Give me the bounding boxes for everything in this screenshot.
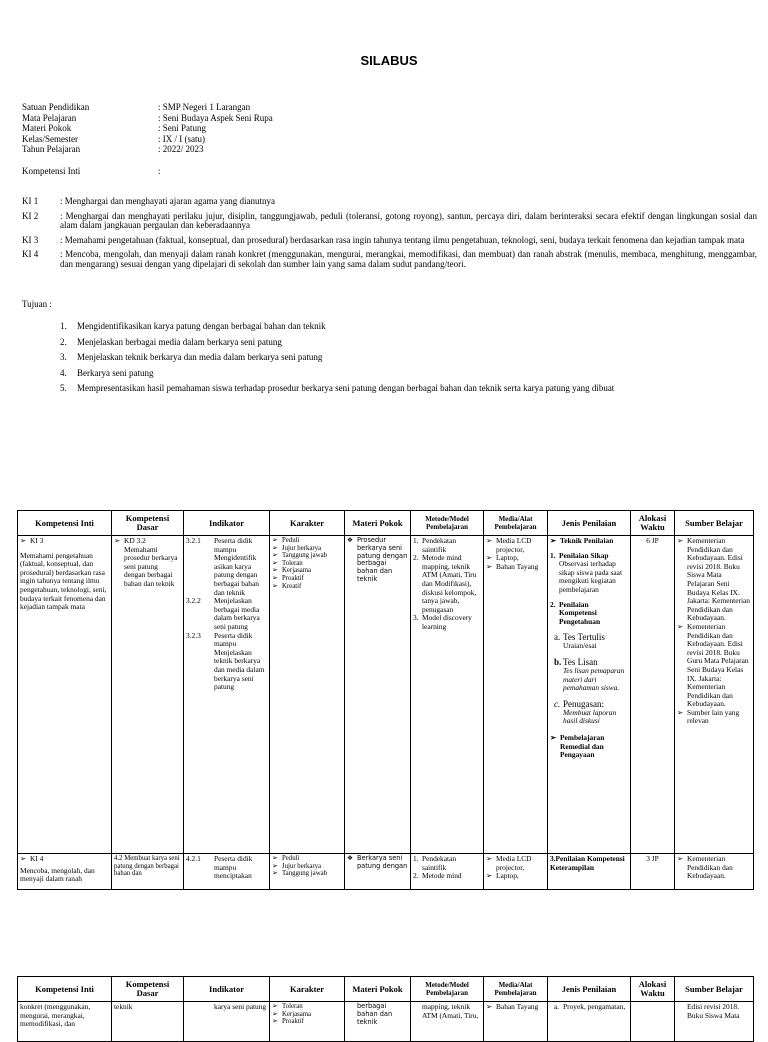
table-header-row — [18, 977, 754, 1002]
list-number: 3. — [413, 613, 419, 623]
arrow-bullet-icon: ➢ — [272, 1003, 278, 1010]
penilaian-pengetahuan: Penilaian Kompetensi Pengetahuan — [559, 599, 601, 626]
cell-karakter — [270, 1002, 345, 1042]
ki-row — [22, 197, 757, 207]
cell-metode — [411, 854, 484, 890]
cell-media — [484, 854, 548, 890]
list-text: Menjelaskan berbagai media dalam berkarya seni patung — [77, 336, 282, 347]
metode-item: Pendekatan saintifik — [422, 536, 457, 554]
arrow-bullet-icon: ➢ — [272, 870, 278, 878]
meta-value: : Seni Patung — [158, 123, 207, 133]
arrow-bullet-icon: ➢ — [114, 536, 121, 545]
arrow-bullet-icon: ➢ — [486, 553, 493, 563]
arrow-bullet-icon: ➢ — [272, 1010, 278, 1018]
arrow-bullet-icon: ➢ — [272, 574, 278, 582]
cell-ki: konkret (menggunakan, mengurai, merangkai, memodifikasi, dan — [18, 1002, 112, 1042]
materi-text: Prosedur berkarya seni patung dengan berbagai bahan dan teknik — [357, 536, 408, 583]
list-letter: a. — [554, 632, 561, 643]
materi-text: Berkarya seni patung dengan — [357, 854, 408, 870]
arrow-bullet-icon: ➢ — [486, 854, 493, 863]
kompetensi-inti-label: Kompetensi Inti — [22, 166, 81, 176]
list-number: 4. — [60, 367, 67, 378]
cell-karakter — [270, 854, 345, 890]
karakter-item: Kerjasama — [282, 567, 312, 575]
arrow-bullet-icon: ➢ — [486, 536, 493, 545]
col-header: Kompetensi Inti — [18, 977, 112, 1002]
cell-sumber — [675, 1002, 754, 1042]
list-number: 2. — [413, 553, 419, 563]
indikator-code: 3.2.2 — [186, 596, 201, 606]
meta-label: Tahun Pelajaran — [22, 144, 81, 154]
list-text: Menjelaskan teknik berkarya dan media dalam berkarya seni patung — [77, 352, 323, 362]
karakter-item: Kerjasama — [282, 1010, 312, 1018]
meta-row — [22, 113, 273, 124]
ki-row — [22, 212, 757, 231]
col-header: Sumber Belajar — [675, 511, 754, 536]
meta-row — [22, 144, 273, 155]
list-number: 2. — [413, 871, 419, 881]
list-letter: c. — [554, 698, 561, 709]
arrow-bullet-icon: ➢ — [677, 536, 684, 545]
sumber-item: Edisi revisi 2018. Buku Siswa Mata — [687, 1002, 740, 1020]
arrow-bullet-icon: ➢ — [272, 1018, 278, 1026]
ki-row — [22, 250, 757, 269]
arrow-bullet-icon: ➢ — [486, 1002, 493, 1011]
cell-metode — [411, 536, 484, 854]
sumber-item: Kementerian Pendidikan dan Kebudayaan. — [687, 854, 733, 881]
metode-item: Pendekatan saintifik — [422, 854, 457, 872]
list-letter: b. — [554, 656, 562, 667]
cell-jenis-penilaian — [548, 1002, 631, 1042]
meta-row — [22, 123, 273, 134]
cell-kd — [112, 536, 184, 854]
ki-text: : Memahami pengetahuan (faktual, konseptual, dan prosedural) berdasarkan rasa ingin tahunya tentang ilmu pengetahuan, teknologi, seni, budaya terkait fenomena dan kejadian tampak mata — [60, 234, 745, 245]
media-item: Laptop, — [496, 871, 519, 881]
kompetensi-inti-heading — [22, 166, 161, 177]
table-row — [18, 854, 754, 890]
cell-metode — [411, 1002, 484, 1042]
arrow-bullet-icon: ➢ — [272, 862, 278, 870]
col-header: Materi Pokok — [345, 977, 411, 1002]
penilaian-sikap: Penilaian Sikap — [559, 550, 609, 560]
karakter-item: Peduli — [282, 537, 300, 544]
cell-media — [484, 1002, 548, 1042]
cell-karakter — [270, 536, 345, 854]
list-item — [60, 352, 614, 368]
meta-label: Materi Pokok — [22, 123, 72, 133]
karakter-item: Kreatif — [282, 582, 302, 590]
ki-code: KI 1 — [22, 196, 39, 206]
karakter-item: Jujur berkarya — [282, 544, 322, 552]
meta-value: : IX / I (satu) — [158, 133, 205, 144]
list-number: 1. — [413, 536, 419, 545]
indikator-code: 4.2.1 — [186, 854, 201, 863]
ki-code: KI 4 — [22, 249, 39, 259]
table-header-row — [18, 511, 754, 536]
silabus-table-continued — [17, 976, 754, 1042]
ki-text: Memahami pengetahuan (faktual, konseptual, dan prosedural) berdasarkan rasa ingin tahunya tentang ilmu pengetahuan, teknologi, seni, budaya terkait fenomena dan kejadian tampak mata — [20, 550, 107, 612]
col-header: Jenis Penilaian — [548, 977, 631, 1002]
karakter-item: Proaktif — [282, 1018, 304, 1026]
ki-text: : Mencoba, mengolah, dan menyaji dalam ranah konkret (menggunakan, mengurai, merangkai, memodifikasi, dan membuat) dan ranah abstrak (menulis, membaca, menghitung, menggambar, dan mengarang) sesuai dengan yang dipelajari di sekolah dan sumber lain yang sama dalam sudut pandang/teori. — [60, 249, 757, 269]
col-header: Media/Alat Pembelajaran — [484, 511, 548, 536]
table-row — [18, 536, 754, 854]
meta-label: Satuan Pendidikan — [22, 102, 90, 112]
karakter-item: Proaktif — [282, 574, 304, 582]
cell-kd — [112, 854, 184, 890]
indikator-code: 3.2.3 — [186, 630, 201, 640]
sumber-item: Kementerian Pendidikan dan Kebudayaan. Edisi revisi 2018. Buku Siswa Mata Pelajaran Seni Budaya Kelas IX. Jakarta: Kementerian Pendidikan dan Kebudayaan. — [687, 536, 750, 623]
list-number: 1. — [60, 321, 67, 331]
meta-value: : Seni Budaya Aspek Seni Rupa — [158, 112, 273, 123]
karakter-item: Tanggung jawab — [282, 552, 328, 560]
tujuan-list — [60, 321, 614, 399]
jenis-item: Proyek, pengamatan, — [563, 1002, 626, 1011]
cell-sumber — [675, 536, 754, 854]
cell-indikator — [184, 854, 270, 890]
cell-kd: teknik — [112, 1002, 184, 1042]
list-number: 5. — [60, 383, 67, 393]
kd-text: KD 3.2 Memahami prosedur berkarya seni patung dengan berbagai bahan dan teknik — [124, 536, 178, 588]
list-text: Mengidentifikasikan karya patung dengan berbagai bahan dan teknik — [77, 321, 326, 331]
diamond-bullet-icon: ❖ — [347, 854, 353, 862]
list-item — [60, 383, 614, 399]
sumber-item: Kementerian Pendidikan dan Kebudayaan. Edisi revisi 2018. Buku Guru Mata Pelajaran Seni Budaya Kelas IX. Jakarta: Kementerian Pendidikan dan Kebudayaan. — [687, 621, 749, 709]
indikator-code: 3.2.1 — [186, 536, 201, 545]
list-item — [60, 337, 614, 353]
col-header: Alokasi Waktu — [631, 977, 675, 1002]
col-header: Materi Pokok — [345, 511, 411, 536]
arrow-bullet-icon: ➢ — [486, 871, 493, 881]
meta-row — [22, 102, 273, 113]
arrow-bullet-icon: ➢ — [20, 854, 27, 863]
media-item: Laptop, — [496, 553, 519, 563]
col-header: Indikator — [184, 511, 270, 536]
remedial-pengayaan: Pembelajaran Remedial dan Pengayaan — [560, 732, 605, 760]
ki-code: KI 3 — [22, 234, 39, 245]
cell-ki — [18, 536, 112, 854]
tes-lisan: Tes Lisan — [563, 656, 598, 667]
arrow-bullet-icon: ➢ — [272, 855, 278, 862]
indikator-text: Menjelaskan berbagai media dalam berkarya seni patung — [214, 596, 260, 631]
arrow-bullet-icon: ➢ — [272, 544, 278, 552]
col-header: Alokasi Waktu — [631, 511, 675, 536]
list-number: 1. — [413, 854, 419, 863]
cell-materi — [345, 1002, 411, 1042]
col-header: Jenis Penilaian — [548, 511, 631, 536]
list-text: Mempresentasikan hasil pemahaman siswa terhadap prosedur berkarya seni patung dengan berbagai bahan dan teknik serta karya patung yang dibuat — [77, 383, 615, 393]
ki-row — [22, 236, 757, 246]
arrow-bullet-icon: ➢ — [677, 854, 684, 863]
media-item: Bahan Tayang — [496, 1002, 539, 1011]
media-item: Media LCD projector, — [496, 536, 532, 554]
diamond-bullet-icon: ❖ — [347, 536, 353, 544]
arrow-bullet-icon: ➢ — [272, 567, 278, 575]
col-header: Metode/Model Pembelajaran — [411, 511, 484, 536]
cell-materi — [345, 536, 411, 854]
list-text: Berkarya seni patung — [77, 367, 154, 378]
media-item: Bahan Tayang — [496, 561, 539, 571]
materi-text: berbagai bahan dan teknik — [357, 1002, 393, 1026]
metode-item: Metode mind — [422, 871, 462, 881]
ki-text: Mencoba, mengolah, dan menyaji dalam ranah — [20, 865, 95, 884]
ki-text: : Menghargai dan menghayati ajaran agama yang dianutnya — [60, 196, 276, 206]
cell-sumber — [675, 854, 754, 890]
arrow-bullet-icon: ➢ — [20, 536, 27, 545]
arrow-bullet-icon: ➢ — [272, 552, 278, 560]
cell-alokasi: 3 JP — [631, 854, 675, 890]
list-number: 2. — [60, 336, 67, 347]
indikator-text: Peserta didik mampu Menjelaskan teknik berkarya dan media dalam berkarya seni patung — [214, 630, 265, 692]
document-meta — [22, 102, 273, 155]
col-header: Kompetensi Inti — [18, 511, 112, 536]
col-header: Indikator — [184, 977, 270, 1002]
tes-lisan-desc: Tes lisan pemaparan materi dari pemahaman siswa. — [563, 665, 625, 693]
ki-code: KI 2 — [22, 210, 39, 221]
cell-alokasi — [631, 1002, 675, 1042]
indikator-text: karya seni patung — [214, 1002, 267, 1011]
silabus-table — [17, 510, 754, 890]
list-item — [60, 321, 614, 337]
meta-row — [22, 134, 273, 145]
list-letter: a. — [554, 1002, 560, 1011]
arrow-bullet-icon: ➢ — [550, 732, 557, 742]
arrow-bullet-icon: ➢ — [677, 621, 684, 631]
penugasan-desc: Membuat laporan hasil diskusi — [563, 707, 617, 726]
kd-text: 4.2 Membuat karya seni patung dengan berbagai bahan dan — [114, 855, 180, 878]
ki-bullet: KI 4 — [30, 854, 44, 863]
meta-label: Mata Pelajaran — [22, 112, 77, 123]
tes-tertulis: Tes Tertulis — [563, 632, 605, 643]
penilaian-sikap-desc: Observasi terhadap sikap siswa pada saat mengikuti kegiatan pembelajaran — [559, 559, 623, 594]
cell-indikator — [184, 536, 270, 854]
cell-jenis-penilaian: 3.Penilaian Kompetensi Keterampilan — [548, 854, 631, 890]
list-item — [60, 368, 614, 384]
page-title: SILABUS — [360, 53, 418, 68]
col-header: Kompetensi Dasar — [112, 511, 184, 536]
karakter-item: Tanggung jawab — [282, 870, 328, 878]
penugasan: Penugasan: — [563, 698, 604, 709]
arrow-bullet-icon: ➢ — [272, 582, 278, 590]
arrow-bullet-icon: ➢ — [550, 536, 557, 545]
cell-jenis-penilaian — [548, 536, 631, 854]
tujuan-heading: Tujuan : — [22, 299, 52, 309]
cell-media — [484, 536, 548, 854]
metode-item: Metode mind mapping, teknik ATM (Amati, Tiru dan Modifikasi), diskusi kelompok, tanya jawab, penugasan — [422, 553, 477, 614]
meta-value: : 2022/ 2023 — [158, 144, 204, 154]
meta-label: Kelas/Semester — [22, 133, 78, 144]
indikator-text: Peserta didik mampu menciptakan — [214, 854, 253, 881]
ki-list — [22, 197, 757, 274]
list-number: 1. — [550, 550, 556, 560]
teknik-penilaian: Teknik Penilaian — [560, 536, 614, 545]
indikator-text: Peserta didik mampu Mengidentifik asikan karya patung dengan berbagai bahan dan teknik — [214, 536, 259, 597]
cell-alokasi: 6 JP — [631, 536, 675, 854]
list-number: 3. — [60, 352, 67, 362]
karakter-item: Peduli — [282, 855, 300, 862]
karakter-item: Toleran — [282, 1003, 303, 1010]
arrow-bullet-icon: ➢ — [272, 537, 278, 544]
cell-indikator — [184, 1002, 270, 1042]
media-item: Media LCD projector, — [496, 854, 532, 872]
cell-ki — [18, 854, 112, 890]
kompetensi-inti-colon: : — [158, 166, 161, 176]
col-header: Media/Alat Pembelajaran — [484, 977, 548, 1002]
ki-text: : Menghargai dan menghayati perilaku jujur, disiplin, tanggungjawab, peduli (toleransi, gotong royong), santun, percaya diri, dalam berinteraksi secara efektif dengan lingkungan sosial dan alam dalam jangkauan pergaulan dan keberadaannya — [60, 210, 757, 230]
meta-value: : SMP Negeri 1 Larangan — [158, 102, 251, 112]
col-header: Metode/Model Pembelajaran — [411, 977, 484, 1002]
col-header: Sumber Belajar — [675, 977, 754, 1002]
karakter-item: Toleran — [282, 559, 303, 567]
col-header: Kompetensi Dasar — [112, 977, 184, 1002]
tes-tertulis-desc: Uraian/esai — [563, 641, 597, 651]
sumber-item: Sumber lain yang relevan — [687, 707, 740, 726]
ki-bullet: KI 3 — [30, 536, 44, 545]
karakter-item: Jujur berkarya — [282, 862, 322, 870]
arrow-bullet-icon: ➢ — [272, 559, 278, 567]
arrow-bullet-icon: ➢ — [677, 707, 684, 717]
metode-item: mapping, teknik ATM (Amati, Tiru, — [422, 1002, 479, 1020]
col-header: Karakter — [270, 511, 345, 536]
cell-materi — [345, 854, 411, 890]
list-number: 2. — [550, 599, 556, 609]
table-row — [18, 1002, 754, 1042]
arrow-bullet-icon: ➢ — [486, 561, 493, 571]
metode-item: Model discovery learning — [422, 613, 472, 631]
col-header: Karakter — [270, 977, 345, 1002]
